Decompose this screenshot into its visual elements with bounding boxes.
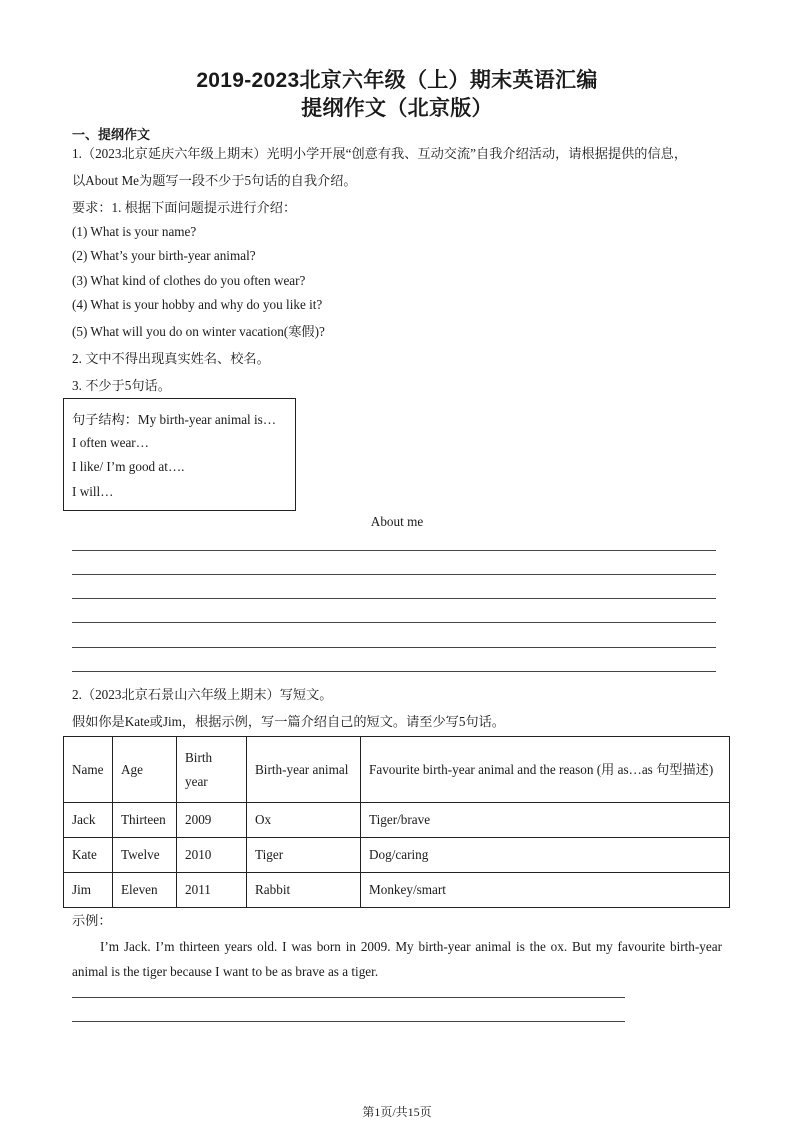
- cell-animal: Rabbit: [247, 873, 361, 908]
- header-favourite-animal: Favourite birth-year animal and the reason (用 as…as 句型描述): [361, 737, 730, 803]
- box-line-2: I often wear…: [72, 435, 149, 450]
- box-line-1: 句子结构：My birth-year animal is…: [72, 412, 277, 427]
- header-name: Name: [64, 737, 113, 803]
- example-label: 示例：: [72, 913, 112, 928]
- cell-name: Kate: [64, 838, 113, 873]
- table-row: [64, 873, 730, 908]
- writing-line[interactable]: [72, 574, 716, 575]
- writing-line[interactable]: [72, 1021, 625, 1022]
- writing-line[interactable]: [72, 997, 625, 998]
- section-heading: 一、提纲作文: [72, 127, 151, 142]
- table-row: [64, 803, 730, 838]
- cell-name: Jim: [64, 873, 113, 908]
- doc-title-line2: 提纲作文（北京版）: [301, 97, 493, 120]
- header-age: Age: [113, 737, 177, 803]
- example-paragraph: I’m Jack. I’m thirteen years old. I was born in 2009. My birth-year animal is the ox. But my favourite birth-year animal is the tiger because I want to be as brave as a tiger.: [72, 939, 722, 979]
- essay-title: About me: [370, 514, 424, 529]
- q1-question-2: (2) What’s your birth-year animal?: [72, 248, 256, 263]
- header-birth-year-animal: Birth-year animal: [247, 737, 361, 803]
- table-row: [64, 838, 730, 873]
- q1-intro-line1: 1.（2023北京延庆六年级上期末）光明小学开展“创意有我、互动交流”自我介绍活动，请根据提供的信息，: [72, 146, 688, 161]
- writing-line[interactable]: [72, 647, 716, 648]
- writing-line[interactable]: [72, 550, 716, 551]
- cell-name: Jack: [64, 803, 113, 838]
- q1-question-1: (1) What is your name?: [72, 224, 197, 239]
- writing-line[interactable]: [72, 622, 716, 623]
- writing-line[interactable]: [72, 671, 716, 672]
- cell-age: Twelve: [113, 838, 177, 873]
- q2-intro: 2.（2023北京石景山六年级上期末）写短文。: [72, 687, 333, 702]
- cell-birth-year: 2011: [177, 873, 247, 908]
- cell-birth-year: 2010: [177, 838, 247, 873]
- q1-question-3: (3) What kind of clothes do you often wear?: [72, 273, 306, 288]
- cell-age: Eleven: [113, 873, 177, 908]
- q1-requirement-heading: 要求：1. 根据下面问题提示进行介绍：: [72, 200, 297, 215]
- cell-animal: Ox: [247, 803, 361, 838]
- q1-question-4: (4) What is your hobby and why do you like it?: [72, 297, 323, 312]
- q1-requirement-3: 3. 不少于5句话。: [72, 378, 171, 393]
- sentence-structure-box: [63, 398, 296, 511]
- page-footer: 第1页/共15页: [362, 1105, 432, 1119]
- q1-requirement-2: 2. 文中不得出现真实姓名、校名。: [72, 351, 270, 366]
- q1-question-5: (5) What will you do on winter vacation(寒假)?: [72, 324, 325, 339]
- header-birth-year: Birth year: [177, 737, 247, 803]
- q1-intro-line2: 以About Me为题写一段不少于5句话的自我介绍。: [72, 173, 357, 188]
- table-header-row: [64, 737, 730, 803]
- cell-animal: Tiger: [247, 838, 361, 873]
- cell-favourite: Monkey/smart: [361, 873, 730, 908]
- q2-instruction: 假如你是Kate或Jim，根据示例，写一篇介绍自己的短文。请至少写5句话。: [72, 714, 505, 729]
- cell-favourite: Tiger/brave: [361, 803, 730, 838]
- cell-favourite: Dog/caring: [361, 838, 730, 873]
- cell-age: Thirteen: [113, 803, 177, 838]
- writing-line[interactable]: [72, 598, 716, 599]
- doc-title-line1: 2019-2023北京六年级（上）期末英语汇编: [196, 69, 598, 92]
- info-table: [63, 736, 730, 908]
- cell-birth-year: 2009: [177, 803, 247, 838]
- box-line-4: I will…: [72, 484, 114, 499]
- box-line-3: I like/ I’m good at….: [72, 459, 185, 474]
